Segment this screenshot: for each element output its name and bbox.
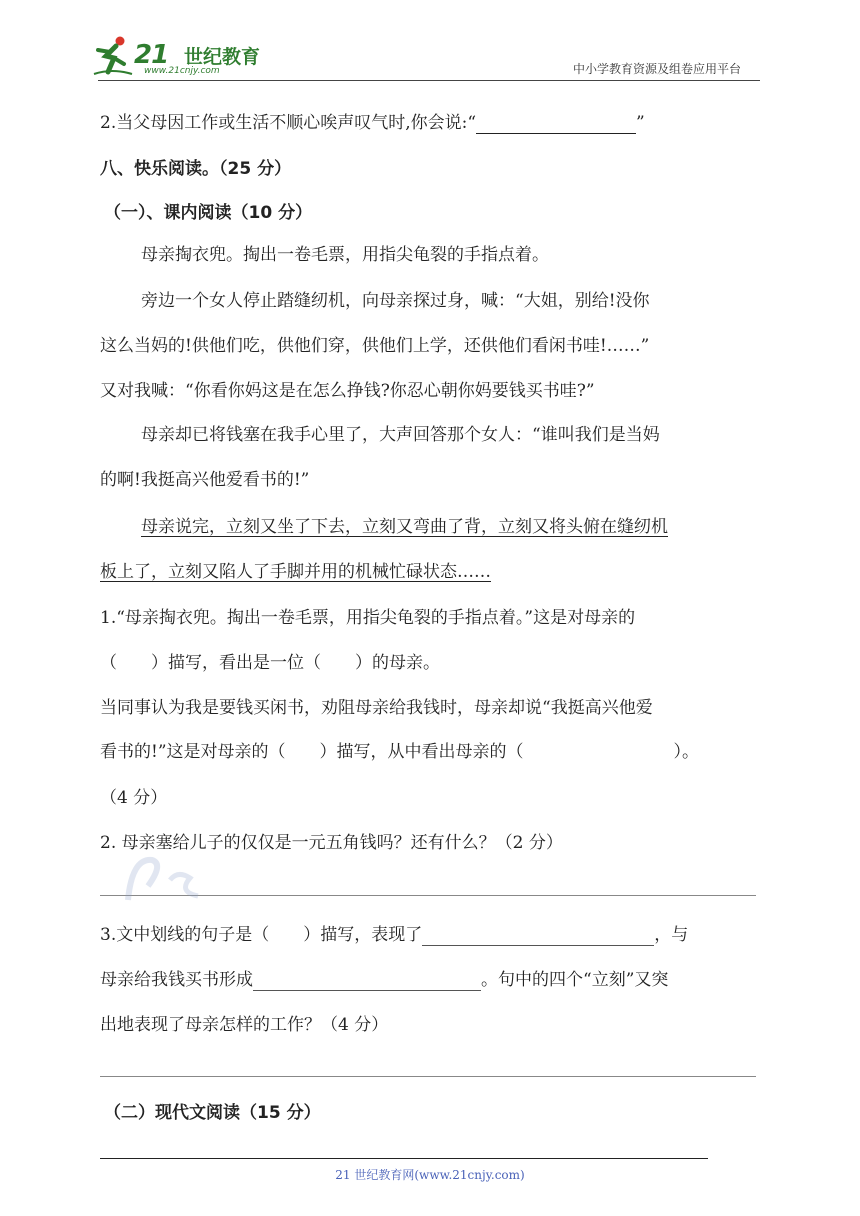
part2-title: （二）现代文阅读（15 分） xyxy=(104,1103,321,1123)
footer-divider xyxy=(100,1158,708,1159)
q2-prev xyxy=(100,112,645,134)
q1-line1: 1.“母亲掏衣兜。掏出一卷毛票，用指尖龟裂的手指点着。”这是对母亲的 xyxy=(100,608,636,628)
passage-underlined-line2: 板上了，立刻又陷人了手脚并用的机械忙碌状态…… xyxy=(100,562,491,582)
logo-url: www.21cnjy.com xyxy=(144,66,220,76)
answer-blank[interactable] xyxy=(253,972,481,991)
q2-text: 2. 母亲塞给儿子的仅仅是一元五角钱吗？还有什么？（2 分） xyxy=(100,833,563,853)
q3-line2-end: 。句中的四个“立刻”又突 xyxy=(481,970,669,990)
logo-number: 21 xyxy=(134,40,169,70)
q1-line4-text: 看书的!”这是对母亲的（ ）描写，从中看出母亲的（ xyxy=(100,742,524,762)
q3-line2 xyxy=(100,969,668,991)
answer-blank[interactable] xyxy=(422,927,654,946)
q3-line1-end: ，与 xyxy=(654,925,689,945)
q3-line1-text: 3.文中划线的句子是（ ）描写，表现了 xyxy=(100,925,423,945)
watermark-icon xyxy=(118,850,238,910)
header-divider xyxy=(98,80,760,81)
q3-line1 xyxy=(100,924,688,946)
logo-text: 世纪教育 xyxy=(184,46,261,68)
section-title: 八、快乐阅读。（25 分） xyxy=(100,159,292,179)
answer-line[interactable] xyxy=(100,1076,756,1077)
part1-title: （一）、课内阅读（10 分） xyxy=(104,203,313,223)
q1-line4 xyxy=(100,741,699,763)
q3-line3: 出地表现了母亲怎样的工作？（4 分） xyxy=(100,1015,389,1035)
q2-prev-text: 2.当父母因工作或生活不顺心唉声叹气时,你会说:“ xyxy=(100,113,477,133)
runner-icon xyxy=(92,34,136,78)
q2-prev-close: ” xyxy=(636,113,645,133)
passage-p2-line2: 这么当妈的!供他们吃，供他们穿，供他们上学，还供他们看闲书哇!……” xyxy=(100,336,650,356)
footer-text: 21 世纪教育网(www.21cnjy.com) xyxy=(335,1168,525,1182)
q3-line2-text: 母亲给我钱买书形成 xyxy=(100,970,253,990)
q1-line3: 当同事认为我是要钱买闲书，劝阻母亲给我钱时，母亲却说“我挺高兴他爱 xyxy=(100,698,653,718)
platform-label: 中小学教育资源及组卷应用平台 xyxy=(573,62,742,76)
q1-score: （4 分） xyxy=(100,788,168,808)
passage-p3-line2: 的啊!我挺高兴他爱看书的!” xyxy=(100,470,310,490)
q1-line4-close: ）。 xyxy=(673,742,700,762)
logo xyxy=(92,34,262,82)
passage-p2-line3: 又对我喊：“你看你妈这是在怎么挣钱?你忍心朝你妈要钱买书哇?” xyxy=(100,381,595,401)
passage-p2-line1: 旁边一个女人停止踏缝纫机，向母亲探过身，喊：“大姐，别给!没你 xyxy=(141,291,650,311)
answer-blank[interactable] xyxy=(476,115,636,134)
passage-p3-line1: 母亲却已将钱塞在我手心里了，大声回答那个女人：“谁叫我们是当妈 xyxy=(141,425,660,445)
passage-p1: 母亲掏衣兜。掏出一卷毛票，用指尖龟裂的手指点着。 xyxy=(141,245,549,265)
passage-underlined-line1: 母亲说完，立刻又坐了下去，立刻又弯曲了背，立刻又将头俯在缝纫机 xyxy=(141,517,668,537)
q1-line2: （ ）描写，看出是一位（ ）的母亲。 xyxy=(100,653,440,673)
